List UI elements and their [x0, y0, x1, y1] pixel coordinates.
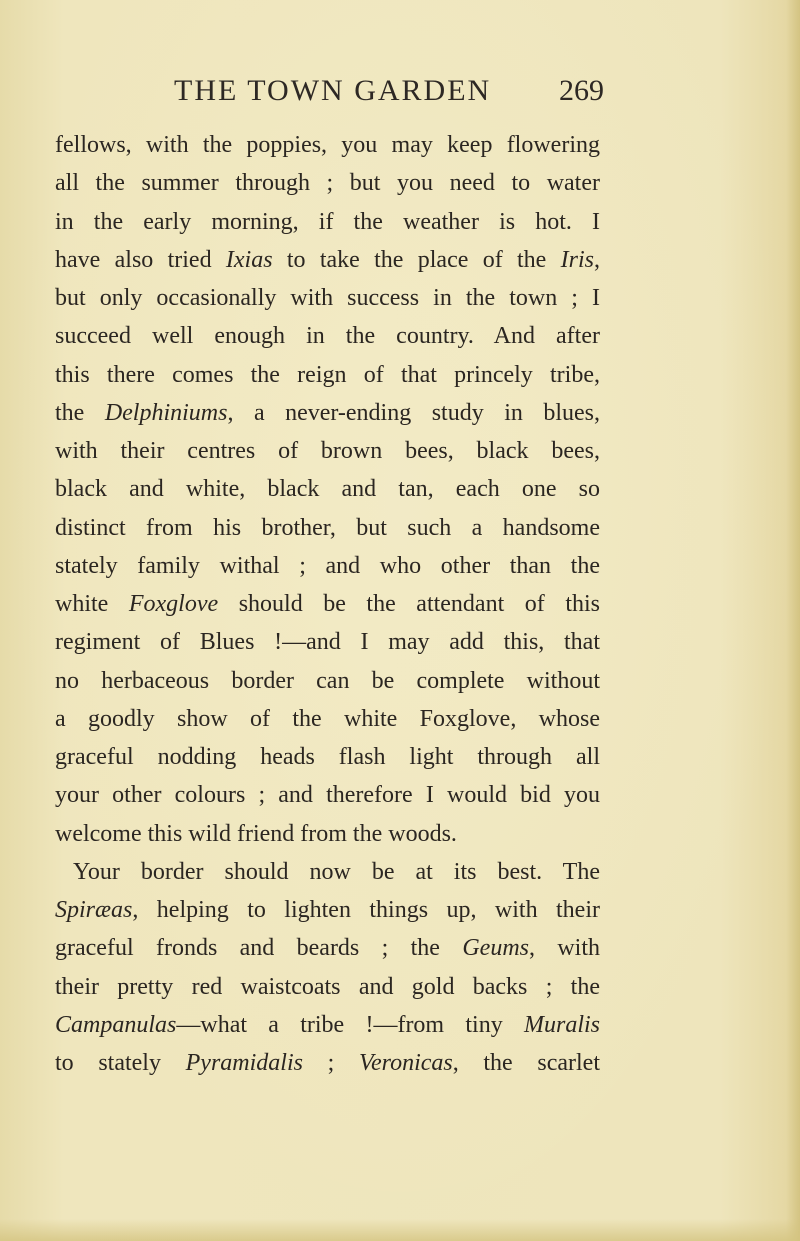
text-line — [55, 700, 600, 738]
text-span: fellows, with the poppies, you may keep flowering — [55, 132, 600, 158]
text-span: ; — [302, 1050, 359, 1076]
text-line — [55, 1006, 600, 1044]
text-span: to take the place of the — [272, 246, 561, 273]
text-line — [55, 126, 600, 164]
text-line — [55, 470, 600, 508]
text-span: welcome this wild friend from the woods. — [55, 820, 457, 847]
text-line — [55, 164, 600, 202]
text-span: stately family withal ; and who other than the — [55, 552, 600, 579]
text-line — [55, 585, 600, 623]
text-line — [55, 929, 600, 967]
text-span: your other colours ; and therefore I would bid you — [55, 782, 600, 809]
text-span: graceful nodding heads flash light through all — [55, 744, 600, 770]
text-line — [55, 279, 600, 317]
italic-text: Geums — [462, 935, 529, 962]
italic-text: Iris — [560, 246, 594, 273]
text-span: but only occasionally with success in the town ; I — [55, 285, 600, 311]
italic-text: Foxglove — [128, 591, 219, 617]
text-line — [55, 203, 600, 241]
text-span: white — [55, 591, 129, 617]
text-span: graceful fronds and beards ; the — [55, 935, 463, 962]
text-span: , the scarlet — [452, 1050, 600, 1076]
text-line — [55, 1044, 600, 1082]
text-span: their pretty red waistcoats and gold backs ; the — [55, 973, 600, 1000]
body-text — [55, 126, 600, 1082]
text-span: all the summer through ; but you need to water — [55, 170, 600, 197]
text-span: black and white, black and tan, each one so — [55, 476, 600, 503]
text-line — [55, 356, 600, 394]
text-line — [55, 853, 600, 891]
page-bottom-shadow — [0, 1219, 800, 1241]
text-span: regiment of Blues !—and I may add this, that — [55, 629, 600, 656]
text-span: with their centres of brown bees, black bees, — [55, 438, 600, 464]
text-span: distinct from his brother, but such a handsome — [55, 514, 600, 541]
text-span: , — [594, 246, 600, 273]
page-edge-shadow — [786, 0, 800, 1241]
text-line — [55, 394, 600, 432]
italic-text: Spiræas — [55, 897, 133, 923]
italic-text: Veronicas — [358, 1050, 453, 1076]
text-line — [55, 432, 600, 470]
italic-text: Delphiniums — [104, 399, 228, 426]
italic-text: Muralis — [523, 1011, 600, 1038]
text-span: , with — [528, 935, 601, 962]
text-span: a goodly show of the white Foxglove, whose — [55, 705, 600, 732]
text-span: the — [55, 399, 105, 426]
text-line — [55, 891, 600, 929]
text-line — [55, 738, 600, 776]
text-span: have also tried — [55, 246, 226, 273]
text-span: Your border should now be at its best. The — [73, 858, 600, 885]
text-line — [55, 776, 600, 814]
text-line — [55, 547, 600, 585]
text-line — [55, 241, 600, 279]
text-span: to stately — [55, 1050, 186, 1076]
text-line — [55, 968, 600, 1006]
text-span: no herbaceous border can be complete without — [55, 667, 600, 694]
text-span: , a never-ending study in blues, — [227, 399, 600, 426]
italic-text: Campanulas — [55, 1011, 177, 1038]
text-span: —what a tribe !—from tiny — [176, 1011, 524, 1038]
text-line — [55, 317, 600, 355]
text-line — [55, 662, 600, 700]
text-line — [55, 623, 600, 661]
italic-text: Pyramidalis — [185, 1050, 303, 1076]
text-span: this there comes the reign of that princely tribe, — [55, 361, 600, 388]
page-number: 269 — [559, 74, 604, 107]
italic-text: Ixias — [225, 246, 273, 273]
text-span: , helping to lighten things up, with their — [132, 897, 600, 923]
text-line — [55, 815, 600, 853]
text-span: succeed well enough in the country. And after — [55, 323, 600, 350]
text-span: should be the attendant of this — [218, 591, 600, 617]
text-span: in the early morning, if the weather is hot. I — [55, 208, 600, 235]
text-line — [55, 509, 600, 547]
running-head — [174, 74, 604, 114]
running-title: THE TOWN GARDEN — [174, 74, 492, 107]
